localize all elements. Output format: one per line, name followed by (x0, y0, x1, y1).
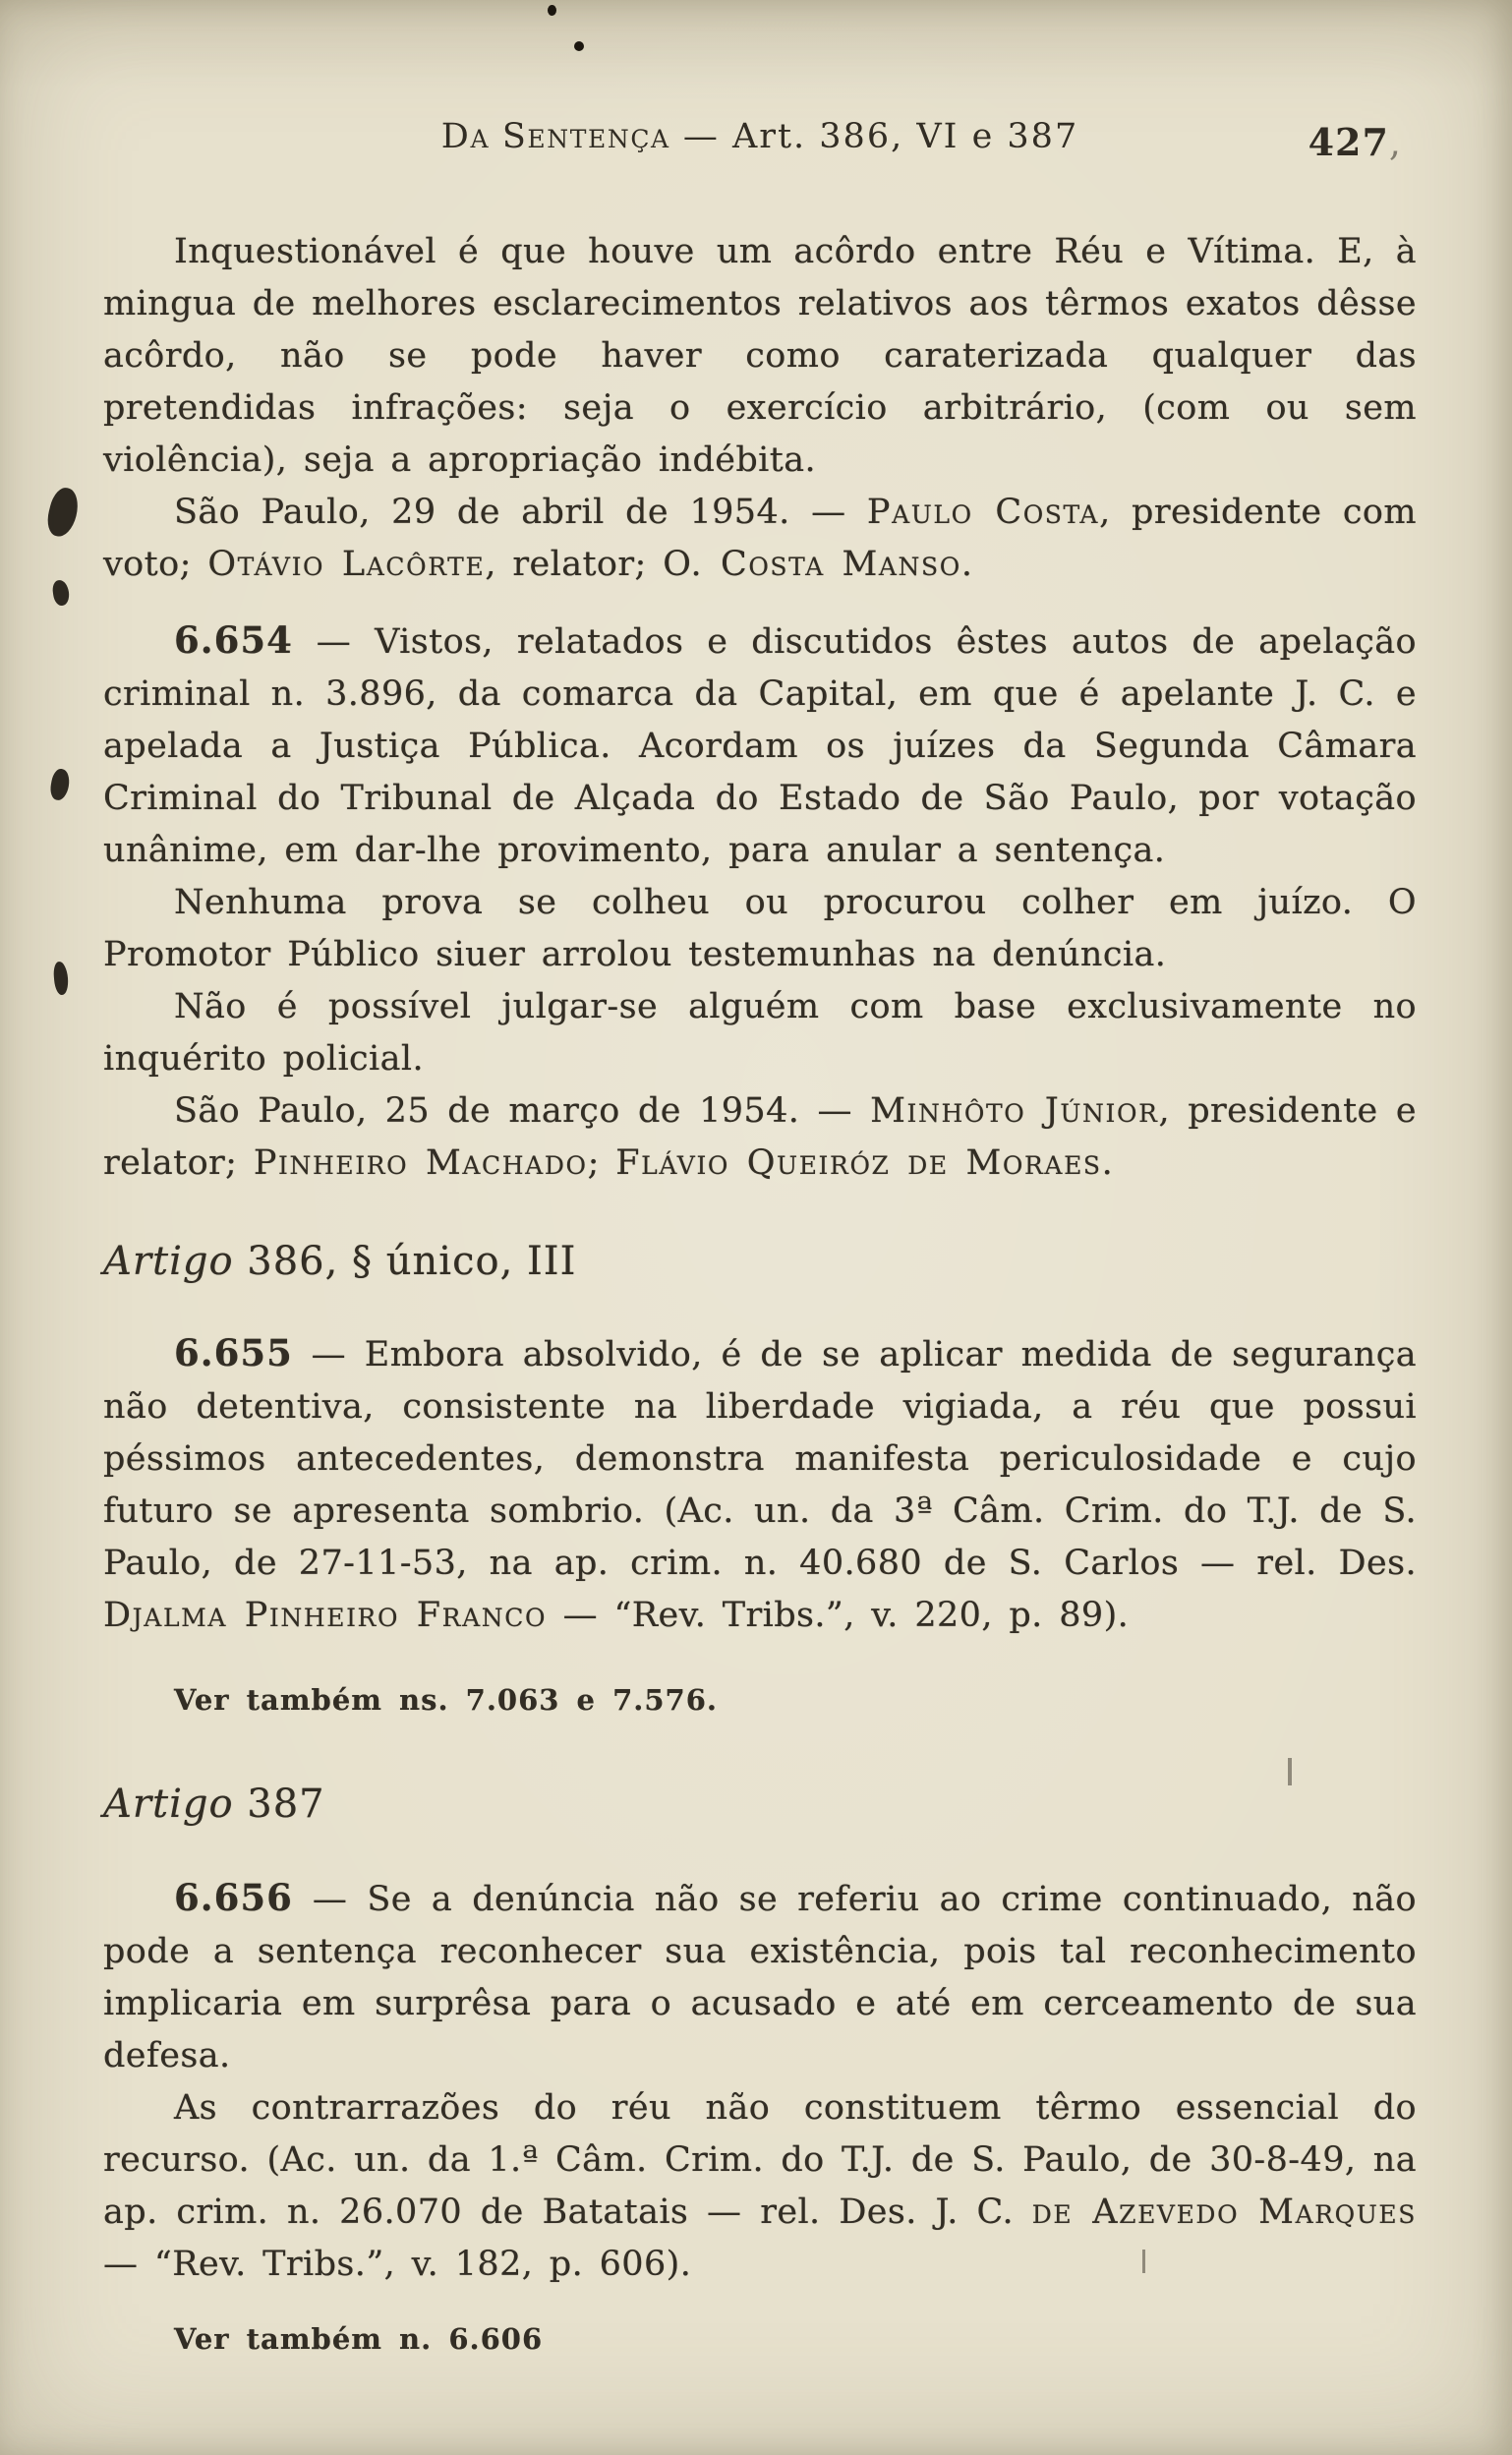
text-run: O. Costa Manso (663, 545, 961, 584)
text-run: Artigo (103, 1239, 234, 1284)
text-run: — Art. 386, VI e 387 (669, 117, 1079, 156)
text-run: Flávio Queiróz de Moraes (615, 1143, 1102, 1183)
text-run: São Paulo, 25 de março de 1954. — (174, 1091, 871, 1131)
signature-line-april-1954 (103, 487, 1417, 591)
text-run: 6.654 (174, 618, 293, 662)
text-run: de Azevedo Marques (1031, 2192, 1417, 2232)
scan-blob (48, 768, 71, 802)
text-run: Da Sentença (440, 117, 670, 156)
text-run: — Vistos, relatados e discutidos êstes autos de apelação criminal n. 3.896, da comarca da Capital, em que é apelante J. C. e apelada a Justiça Pública. Acordam os juízes da Segunda Câmara Criminal do Tribunal de Alçada do Estado de São Paulo, por votação unânime, em dar-lhe provimento, para anular a sentença. (103, 622, 1417, 870)
text-run: — Embora absolvido, é de se aplicar medida de segurança não detentiva, consistente na liberdade vigiada, a réu que possui péssimos antecedentes, demonstra manifesta periculosidade e cujo futuro se apresenta sombrio. (Ac. un. da 3ª Câm. Crim. do T.J. de S. Paulo, de 27-11-53, na ap. crim. n. 40.680 de S. Carlos — rel. Des. (103, 1335, 1417, 1583)
text-column (103, 0, 1417, 2358)
paragraph-no-proof (103, 877, 1417, 981)
text-run: — “Rev. Tribs.”, v. 182, p. 606). (103, 2245, 692, 2284)
text-run: . (1101, 1143, 1114, 1183)
text-run: 6.655 (174, 1331, 293, 1374)
text-run: Artigo (103, 1782, 234, 1827)
text-run: . (960, 545, 973, 584)
running-head (103, 116, 1417, 157)
paragraph-contrarrazoes (103, 2082, 1417, 2291)
text-run: Djalma Pinheiro Franco (103, 1596, 548, 1635)
text-run: , relator; (485, 545, 664, 584)
text-run: Minhôto Júnior (870, 1091, 1159, 1131)
paragraph-inquerito (103, 981, 1417, 1085)
cross-reference-note-2: Ver também n. 6.606 (174, 2322, 544, 2356)
text-run: São Paulo, 29 de abril de 1954. — (174, 493, 867, 532)
text-run: — Se a denúncia não se referiu ao crime continuado, não pode a sentença reconhecer sua existência, pois tal reconhecimento implicaria em surprêsa para o acusado e até em cerceamento de sua defesa. (103, 1880, 1417, 2075)
text-run: 6.656 (174, 1876, 293, 1919)
text-run: Nenhuma prova se colheu ou procurou colher em juízo. O Promotor Público siuer arrolou testemunhas na denúncia. (103, 883, 1417, 974)
text-run: 386, § único, III (233, 1239, 577, 1284)
text-run: , presidente com voto; (103, 493, 1417, 584)
article-heading-386 (103, 1237, 1417, 1286)
text-run: — “Rev. Tribs.”, v. 220, p. 89). (547, 1596, 1130, 1635)
scan-blob (53, 961, 70, 995)
signature-line-march-1954 (103, 1085, 1417, 1190)
text-run: Paulo Costa (866, 493, 1100, 532)
scan-comma-artifact: , (1388, 121, 1402, 164)
text-run: Inquestionável é que houve um acôrdo entre Réu e Vítima. E, à mingua de melhores esclarecimentos relativos aos têrmos exatos dêsse acôrdo, não se pode haver como caraterizada qualquer das pretendidas infrações: seja o exercício arbitrário, (com ou sem violência), seja a apropriação indébita. (103, 232, 1417, 480)
cross-reference-note-1: Ver também ns. 7.063 e 7.576. (174, 1683, 719, 1717)
text-run: Otávio Lacôrte (207, 545, 486, 584)
text-run: , presidente e relator; (103, 1091, 1417, 1183)
entry-6655 (103, 1327, 1417, 1642)
text-run: As contrarrazões do réu não constituem têrmo essencial do recurso. (Ac. un. da 1.ª Câm. Crim. do T.J. de S. Paulo, de 30-8-49, na ap. crim. n. 26.070 de Batatais — rel. Des. J. C. (103, 2088, 1417, 2232)
article-heading-387 (103, 1780, 1417, 1829)
entry-6656 (103, 1872, 1417, 2082)
scan-blob (43, 485, 82, 539)
paragraph-continuation (103, 226, 1417, 487)
text-run: 387 (233, 1782, 325, 1827)
text-run: Pinheiro Machado (253, 1143, 588, 1183)
text-run: ; (587, 1143, 616, 1183)
text-run: Não é possível julgar-se alguém com base exclusivamente no inquérito policial. (103, 987, 1417, 1079)
page-number-value: 427 (1308, 120, 1389, 164)
scan-blob (51, 579, 70, 607)
entry-6654 (103, 614, 1417, 877)
